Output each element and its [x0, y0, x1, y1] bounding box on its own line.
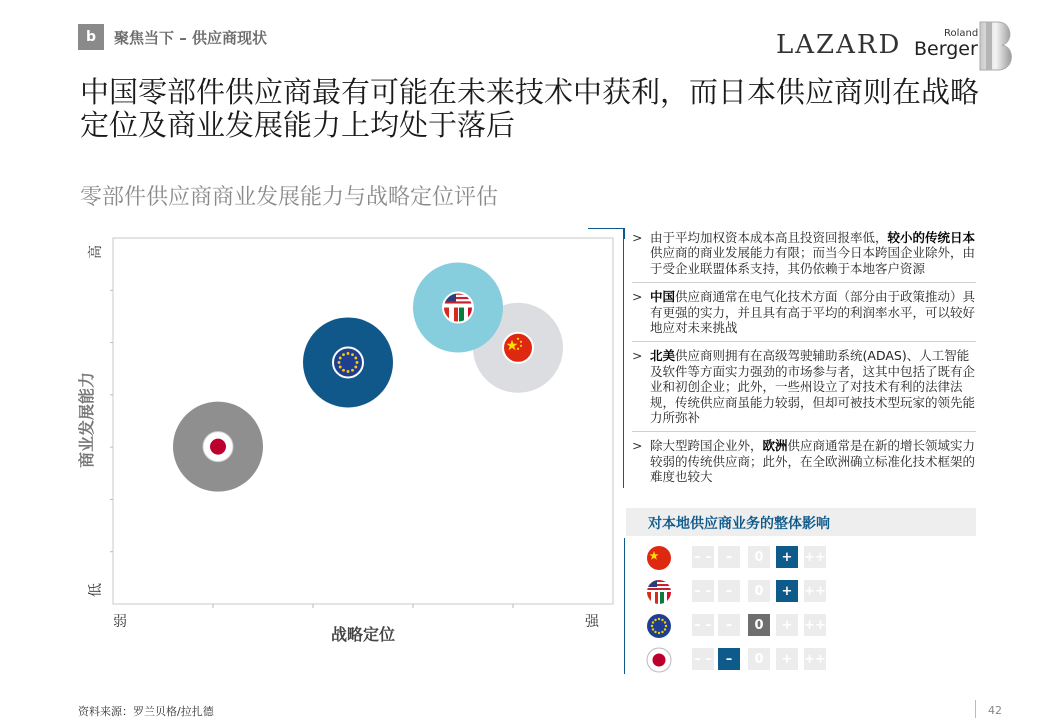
- japan-flag-icon: [203, 432, 233, 462]
- impact-cell: 0: [748, 580, 770, 602]
- bullet-text: [650, 438, 975, 484]
- bullet-fragment: 供应商通常是在新的增长领域实力较弱的传统供应商；此外，在全欧洲确立标准化技术框架的难度也较大: [650, 438, 976, 485]
- impact-cell: 0: [748, 546, 770, 568]
- impact-cell: –: [718, 614, 740, 636]
- impact-cell: ++: [804, 580, 826, 602]
- chevron-right-icon: >: [632, 289, 643, 305]
- page-number: 42: [988, 704, 1002, 717]
- bullet-china: [632, 289, 976, 342]
- bullet-north-america: [632, 348, 976, 432]
- japan-flag-icon: [646, 647, 672, 673]
- x-axis-title: 战略定位: [330, 625, 396, 644]
- bullet-fragment: 除大型跨国企业外，: [650, 438, 763, 454]
- bullet-fragment: 供应商通常在电气化技术方面（部分由于政策推动）具有更强的实力，并且具有高于平均的利润率水平，可以较好地应对未来挑战: [650, 289, 976, 336]
- bullet-emphasis: 北美: [650, 348, 676, 364]
- eu-flag-icon: [333, 347, 363, 377]
- y-axis-low-label: 低: [88, 583, 104, 597]
- china-flag-icon: [503, 333, 533, 363]
- impact-cell: – –: [692, 614, 714, 636]
- impact-cell: –: [718, 648, 740, 670]
- impact-cell: +: [776, 546, 798, 568]
- eu-flag-icon: [646, 613, 672, 639]
- y-axis-title: 商业发展能力: [77, 371, 96, 469]
- impact-cell: +: [776, 614, 798, 636]
- impact-cell: – –: [692, 546, 714, 568]
- chart-subtitle: 零部件供应商商业发展能力与战略定位评估: [80, 185, 499, 210]
- bracket-line: [588, 228, 625, 239]
- bullet-europe: [632, 438, 976, 490]
- chevron-right-icon: >: [632, 230, 643, 245]
- us-canada-mexico-flag-icon: [646, 579, 672, 605]
- impact-title: 对本地供应商业务的整体影响: [648, 516, 830, 532]
- page-divider: [975, 700, 976, 718]
- bubble-europe: [303, 317, 393, 407]
- impact-cell: –: [718, 546, 740, 568]
- bubble-north-america: [413, 263, 503, 353]
- bullet-text: [650, 230, 975, 276]
- us-canada-mexico-flag-icon: [443, 293, 473, 323]
- x-axis-ticks: [213, 604, 513, 608]
- impact-cell: – –: [692, 580, 714, 602]
- bullet-fragment: 供应商则拥有在高级驾驶辅助系统(ADAS)、人工智能及软件等方面实力强劲的市场参与者，这其中包括了既有企业和初创企业；此外，一些州设立了对技术有利的法律法规，传统供应商虽能力较弱，但却可被技术型玩家的领先能力所弥补: [650, 348, 976, 426]
- impact-vertical-line: [624, 538, 625, 674]
- impact-cell: 0: [748, 614, 770, 636]
- impact-cell: –: [718, 580, 740, 602]
- china-flag-icon: [646, 545, 672, 571]
- impact-cell: ++: [804, 546, 826, 568]
- impact-cell: 0: [748, 648, 770, 670]
- bullet-fragment: 供应商的商业发展能力有限；而当今日本跨国企业除外，由于受企业联盟体系支持，其仍依赖于本地客户资源: [650, 245, 976, 276]
- bullet-japan: [632, 230, 976, 283]
- section-badge: b: [78, 24, 104, 50]
- section-title: 聚焦当下 – 供应商现状: [114, 29, 267, 47]
- roland-berger-logo-roland: Roland: [944, 28, 979, 39]
- impact-cell: ++: [804, 648, 826, 670]
- source-note: 资料来源：罗兰贝格/拉扎德: [78, 705, 214, 718]
- impact-cell: +: [776, 580, 798, 602]
- bubble-japan: [173, 402, 263, 492]
- bullet-emphasis: 中国: [650, 289, 676, 305]
- x-axis-high-label: 强: [585, 614, 599, 630]
- impact-cell: – –: [692, 648, 714, 670]
- bracket-vertical-line: [623, 228, 624, 488]
- y-axis-high-label: 高: [88, 245, 104, 259]
- bullet-text: [650, 289, 975, 335]
- bullet-list: [632, 230, 976, 497]
- bubble-chart: [70, 228, 630, 648]
- bullet-text: [650, 348, 975, 425]
- roland-berger-logo-berger: Berger: [914, 38, 978, 60]
- lazard-logo: LAZARD: [776, 30, 902, 60]
- headline: 中国零部件供应商最有可能在未来技术中获利，而日本供应商则在战略定位及商业发展能力上均处于落后: [80, 75, 980, 142]
- impact-cell: +: [776, 648, 798, 670]
- chevron-right-icon: >: [632, 438, 643, 454]
- roland-berger-b-logo-icon: [978, 20, 1016, 72]
- chevron-right-icon: >: [632, 348, 643, 364]
- bullet-emphasis: 较小的传统日本: [887, 230, 976, 245]
- impact-cell: ++: [804, 614, 826, 636]
- bullet-fragment: 由于平均加权资本成本高且投资回报率低，: [650, 230, 888, 245]
- x-axis-low-label: 弱: [113, 614, 127, 630]
- bullet-emphasis: 欧洲: [762, 438, 788, 454]
